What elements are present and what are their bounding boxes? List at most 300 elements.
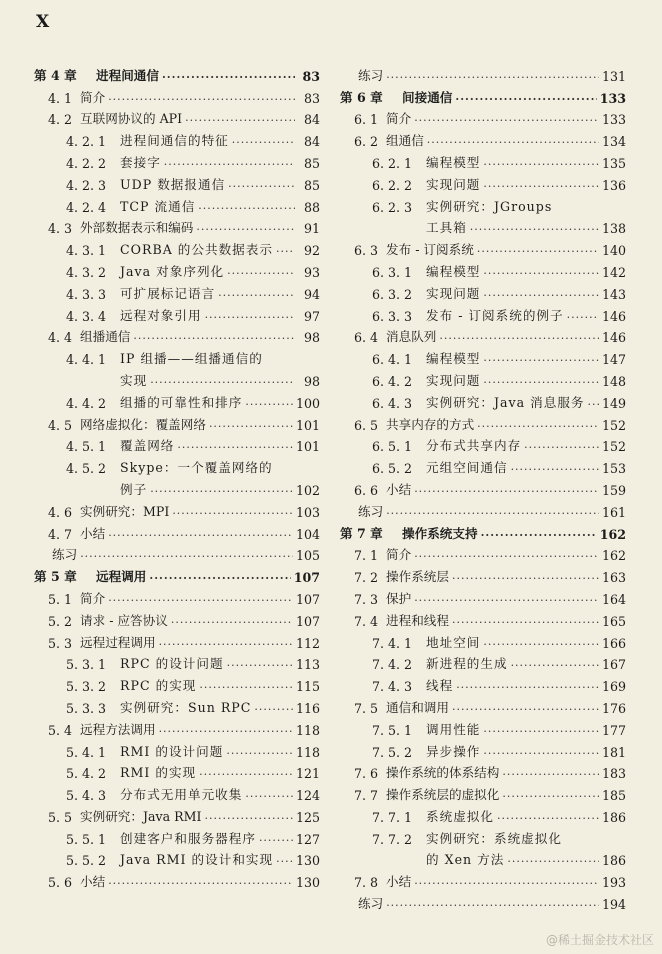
toc-entry: [340, 171, 626, 193]
dot-leader: [456, 681, 599, 694]
toc-entry-title: 编程模型: [426, 263, 481, 279]
toc-entry-page: 118: [295, 744, 320, 760]
toc-entry-title: 调用性能: [426, 721, 481, 737]
dot-leader: [259, 834, 293, 847]
toc-entry-page: 152: [601, 417, 626, 433]
toc-entry-number: 5. 3. 3: [66, 700, 107, 716]
toc-entry-number: 7. 5. 1: [372, 722, 413, 738]
toc-entry: [340, 280, 626, 302]
toc-entry-number: 7. 8: [354, 875, 379, 891]
toc-entry-page: 167: [601, 657, 626, 673]
dot-leader: [439, 332, 599, 345]
toc-entry-page: 83: [302, 68, 320, 84]
toc-entry-page: 138: [601, 221, 626, 237]
toc-entry-page: 101: [295, 439, 320, 455]
toc-entry-number: 第 4 章: [34, 67, 77, 83]
toc-entry-page: 91: [303, 221, 320, 237]
toc-entry-number: 4. 5: [48, 417, 73, 433]
toc-entry-title: 分布式共享内存: [426, 438, 522, 454]
dot-leader: [108, 529, 293, 542]
dot-leader: [483, 725, 599, 738]
toc-entry: [340, 847, 626, 869]
toc-entry-page: 121: [295, 766, 320, 782]
dot-leader: [483, 354, 599, 367]
toc-entry-number: 4. 5. 1: [66, 439, 107, 455]
dot-leader: [199, 768, 293, 781]
dot-leader: [177, 441, 293, 454]
toc-entry-page: 194: [601, 897, 626, 913]
toc-entry-title: RMI 的实现: [120, 765, 197, 781]
toc-entry-title: 进程和线程: [386, 612, 449, 628]
toc-entry: [34, 454, 320, 476]
toc-entry-page: 169: [601, 679, 626, 695]
toc-entry-title: 消息队列: [386, 329, 437, 345]
toc-entry-number: 7. 4. 3: [372, 679, 413, 695]
toc-entry-title: 新进程的生成: [426, 656, 508, 672]
toc-entry: [34, 171, 320, 193]
toc-entry-title: 远程对象引用: [120, 307, 202, 323]
toc-entry-page: 146: [601, 330, 626, 346]
toc-entry: [34, 280, 320, 302]
toc-entry-number: 6. 5. 2: [372, 461, 413, 477]
dot-leader: [227, 267, 295, 280]
dot-leader: [483, 747, 599, 760]
toc-entry-title: 远程调用: [96, 569, 147, 585]
toc-chapter-entry: [340, 84, 626, 106]
dot-leader: [481, 529, 597, 542]
toc-entry-number: 7. 7. 2: [372, 831, 413, 847]
toc-entry: [34, 149, 320, 171]
dot-leader: [414, 594, 599, 607]
toc-entry-title: 小结: [80, 525, 106, 541]
toc-entry-number: 6. 5. 1: [372, 439, 413, 455]
toc-entry-title: 例子: [120, 481, 148, 497]
toc-entry: [34, 236, 320, 258]
toc-entry-number: 6. 4. 3: [372, 395, 413, 411]
toc-chapter-entry: [340, 520, 626, 542]
dot-leader: [150, 485, 293, 498]
dot-leader: [199, 681, 293, 694]
dot-leader: [483, 289, 599, 302]
toc-entry-page: 152: [601, 439, 626, 455]
toc-entry-number: 4. 4. 1: [66, 352, 107, 368]
toc-entry: [340, 716, 626, 738]
toc-entry: [340, 127, 626, 149]
toc-entry: [34, 738, 320, 760]
toc-entry: [34, 651, 320, 673]
dot-leader: [483, 267, 599, 280]
toc-entry: [34, 433, 320, 455]
toc-entry-title: 小结: [80, 874, 106, 890]
toc-entry: [34, 302, 320, 324]
toc-entry: [340, 149, 626, 171]
toc-entry-title: 编程模型: [426, 154, 481, 170]
toc-entry-page: 98: [303, 373, 320, 389]
toc-entry-title: 简介: [386, 547, 412, 563]
toc-entry-title: UDP 数据报通信: [120, 176, 226, 192]
dot-leader: [483, 180, 599, 193]
toc-entry: [340, 433, 626, 455]
toc-entry-number: 6. 3. 2: [372, 286, 413, 302]
toc-entry-number: 5. 4. 3: [66, 788, 107, 804]
toc-right-column: [340, 62, 626, 912]
toc-entry-title: CORBA 的公共数据表示: [120, 242, 273, 258]
toc-entry-number: 4. 2. 3: [66, 177, 107, 193]
dot-leader: [80, 550, 293, 563]
toc-entry-number: 6. 6: [354, 482, 379, 498]
toc-entry-number: 6. 5: [354, 417, 379, 433]
toc-entry-number: 6. 1: [354, 112, 379, 128]
dot-leader: [209, 420, 293, 433]
toc-entry-number: 6. 2. 3: [372, 199, 413, 215]
dot-leader: [502, 768, 599, 781]
toc-entry-number: 4. 2: [48, 112, 73, 128]
toc-entry-page: 118: [295, 722, 320, 738]
toc-entry: [340, 236, 626, 258]
toc-entry-title: 异步操作: [426, 743, 481, 759]
toc-entry: [34, 542, 320, 564]
toc-entry-title: 操作系统层的虚拟化: [386, 787, 500, 803]
toc-entry-title: 操作系统支持: [402, 525, 478, 541]
toc-entry: [340, 781, 626, 803]
toc-entry-number: 7. 7: [354, 788, 379, 804]
toc-entry-number: 4. 2. 4: [66, 199, 107, 215]
toc-entry-title: 实现问题: [426, 285, 481, 301]
toc-entry-page: 193: [601, 875, 626, 891]
toc-entry-number: 7. 6: [354, 766, 379, 782]
toc-entry-title: 练习: [52, 547, 78, 563]
toc-entry: [34, 498, 320, 520]
toc-entry-page: 149: [601, 395, 626, 411]
dot-leader: [196, 223, 295, 236]
toc-entry-title: RPC 的实现: [120, 678, 197, 694]
toc-entry-number: 7. 5. 2: [372, 744, 413, 760]
toc-entry-title: 工具箱: [426, 220, 467, 236]
toc-entry-page: 107: [293, 570, 320, 586]
toc-entry-number: 5. 6: [48, 875, 73, 891]
toc-entry-number: 5. 2: [48, 613, 73, 629]
toc-entry-page: 185: [601, 788, 626, 804]
toc-entry-number: 6. 4. 2: [372, 373, 413, 389]
toc-entry-title: 练习: [358, 67, 384, 83]
toc-entry-page: 92: [303, 243, 320, 259]
toc-entry: [340, 672, 626, 694]
dot-leader: [226, 747, 293, 760]
toc-entry-title: 组播通信: [80, 329, 131, 345]
toc-entry: [340, 345, 626, 367]
toc-entry-page: 133: [599, 90, 626, 106]
dot-leader: [452, 616, 599, 629]
dot-leader: [245, 398, 293, 411]
dot-leader: [483, 158, 599, 171]
toc-entry-number: 4. 2. 2: [66, 155, 107, 171]
toc-entry: [340, 367, 626, 389]
toc-entry: [340, 476, 626, 498]
toc-entry-number: 5. 3: [48, 635, 73, 651]
dot-leader: [483, 638, 599, 651]
toc-entry-page: 116: [295, 700, 320, 716]
dot-leader: [172, 507, 293, 520]
toc-entry-title: 实例研究：MPI: [80, 503, 170, 519]
toc-entry: [340, 542, 626, 564]
toc-entry-title: 简介: [386, 111, 412, 127]
toc-entry: [34, 672, 320, 694]
toc-entry: [340, 607, 626, 629]
toc-entry: [34, 324, 320, 346]
toc-entry: [34, 868, 320, 890]
toc-entry-title: 组播的可靠性和排序: [120, 394, 243, 410]
dot-leader: [162, 71, 295, 84]
toc-entry-page: 146: [601, 308, 626, 324]
dot-leader: [245, 790, 293, 803]
dot-leader: [497, 812, 599, 825]
dot-leader: [228, 180, 295, 193]
toc-entry: [34, 520, 320, 542]
toc-entry-page: 186: [601, 853, 626, 869]
toc-entry-page: 103: [295, 504, 320, 520]
toc-entry-page: 130: [295, 853, 320, 869]
dot-leader: [149, 572, 290, 585]
toc-entry: [340, 825, 626, 847]
toc-entry-number: 6. 3. 1: [372, 264, 413, 280]
toc-entry-title: 套接字: [120, 154, 161, 170]
toc-entry-title: Java 对象序列化: [120, 263, 225, 279]
toc-entry-title: 远程过程调用: [80, 634, 156, 650]
dot-leader: [477, 420, 599, 433]
toc-entry-title: 间接通信: [402, 89, 453, 105]
toc-entry-number: 7. 4: [354, 613, 379, 629]
toc-entry-page: 186: [601, 809, 626, 825]
toc-entry-page: 105: [295, 548, 320, 564]
toc-entry-title: Skype：一个覆盖网络的: [120, 460, 273, 476]
toc-entry-page: 143: [601, 286, 626, 302]
toc-entry-page: 159: [601, 482, 626, 498]
toc-entry-title: 保护: [386, 590, 412, 606]
dot-leader: [133, 332, 295, 345]
toc-entry-number: 第 5 章: [34, 569, 77, 585]
toc-entry-title: 进程间通信: [96, 67, 159, 83]
toc-entry: [34, 127, 320, 149]
dot-leader: [455, 93, 596, 106]
toc-entry-page: 101: [295, 417, 320, 433]
toc-entry-title: IP 组播——组播通信的: [120, 351, 263, 367]
toc-entry: [340, 324, 626, 346]
toc-entry: [340, 868, 626, 890]
toc-entry-page: 164: [601, 591, 626, 607]
toc-entry-title: 练习: [358, 503, 384, 519]
toc-entry-page: 142: [601, 264, 626, 280]
dot-leader: [567, 311, 599, 324]
toc-entry: [340, 651, 626, 673]
toc-entry-title: 操作系统层: [386, 569, 449, 585]
toc-entry-page: 88: [303, 199, 320, 215]
dot-leader: [276, 245, 295, 258]
toc-entry: [340, 258, 626, 280]
dot-leader: [386, 899, 599, 912]
toc-entry-page: 124: [295, 788, 320, 804]
toc-entry-number: 7. 5: [354, 700, 379, 716]
toc-entry: [340, 694, 626, 716]
toc-entry-number: 4. 4: [48, 330, 73, 346]
toc-entry-page: 94: [303, 286, 320, 302]
dot-leader: [205, 812, 293, 825]
dot-leader: [227, 659, 293, 672]
dot-leader: [159, 725, 293, 738]
toc-entry-number: 5. 4: [48, 722, 73, 738]
toc-entry-number: 第 6 章: [340, 89, 383, 105]
toc-entry-page: 102: [295, 482, 320, 498]
dot-leader: [414, 485, 599, 498]
dot-leader: [218, 289, 295, 302]
toc-entry-number: 4. 1: [48, 90, 73, 106]
toc-entry: [34, 411, 320, 433]
toc-entry-page: 83: [303, 90, 320, 106]
toc-entry-page: 84: [303, 134, 320, 150]
toc-entry-title: 实例研究：JGroups: [426, 198, 553, 214]
toc-entry-number: 5. 4. 1: [66, 744, 107, 760]
dot-leader: [159, 638, 293, 651]
dot-leader: [198, 202, 295, 215]
toc-entry: [34, 258, 320, 280]
toc-entry: [34, 694, 320, 716]
toc-entry-number: 7. 4. 2: [372, 657, 413, 673]
dot-leader: [507, 855, 599, 868]
toc-entry-title: 练习: [358, 896, 384, 912]
dot-leader: [185, 114, 295, 127]
toc-entry-title: 可扩展标记语言: [120, 285, 216, 301]
dot-leader: [386, 507, 599, 520]
toc-entry-title: 地址空间: [426, 634, 481, 650]
toc-entry-title: Java RMI 的设计和实现: [120, 852, 274, 868]
toc-entry-page: 84: [303, 112, 320, 128]
dot-leader: [414, 877, 599, 890]
toc-entry-number: 4. 4. 2: [66, 395, 107, 411]
toc-entry-page: 113: [295, 657, 320, 673]
toc-entry: [34, 389, 320, 411]
toc-entry-page: 161: [601, 504, 626, 520]
dot-leader: [477, 245, 599, 258]
toc-entry-page: 166: [601, 635, 626, 651]
toc-entry-number: 6. 4: [354, 330, 379, 346]
toc-entry-title: 外部数据表示和编码: [80, 220, 194, 236]
toc-entry: [34, 607, 320, 629]
toc-entry: [340, 629, 626, 651]
toc-entry-number: 6. 4. 1: [372, 352, 413, 368]
dot-leader: [524, 441, 599, 454]
toc-entry: [34, 476, 320, 498]
toc-entry-title: 小结: [386, 874, 412, 890]
dot-leader: [502, 790, 599, 803]
toc-entry-page: 134: [601, 134, 626, 150]
toc-entry: [34, 345, 320, 367]
toc-entry-title: 实例研究：Sun RPC: [120, 699, 252, 715]
toc-entry-number: 5. 5. 2: [66, 853, 107, 869]
toc-entry-title: RPC 的设计问题: [120, 656, 224, 672]
toc-entry-page: 85: [303, 177, 320, 193]
dot-leader: [414, 550, 599, 563]
toc-entry-title: 互联网协议的 API: [80, 111, 183, 127]
dot-leader: [386, 71, 599, 84]
toc-entry-page: 98: [303, 330, 320, 346]
toc-entry: [34, 781, 320, 803]
toc-entry-title: 线程: [426, 678, 454, 694]
toc-entry: [340, 454, 626, 476]
toc-entry-page: 115: [295, 679, 320, 695]
toc-entry-page: 162: [599, 526, 626, 542]
toc-entry: [34, 716, 320, 738]
toc-entry-number: 5. 4. 2: [66, 766, 107, 782]
toc-entry-number: 4. 6: [48, 504, 73, 520]
toc-entry-number: 7. 2: [354, 570, 379, 586]
toc-entry-number: 6. 2. 1: [372, 155, 413, 171]
toc-entry-number: 4. 3: [48, 221, 73, 237]
toc-entry: [340, 193, 626, 215]
toc-entry: [34, 585, 320, 607]
toc-chapter-entry: [34, 62, 320, 84]
toc-entry: [340, 106, 626, 128]
watermark: @稀土掘金技术社区: [545, 933, 654, 947]
toc-entry-page: 183: [601, 766, 626, 782]
toc-entry-number: 6. 3. 3: [372, 308, 413, 324]
toc-entry-number: 7. 7. 1: [372, 809, 413, 825]
dot-leader: [511, 659, 599, 672]
toc-entry-page: 140: [601, 243, 626, 259]
page-number-roman: X: [36, 12, 50, 32]
toc-entry: [34, 367, 320, 389]
dot-leader: [588, 398, 599, 411]
toc-entry-title: 实例研究：Java 消息服务: [426, 394, 585, 410]
toc-entry-page: 107: [295, 591, 320, 607]
dot-leader: [414, 114, 599, 127]
toc-entry-page: 165: [601, 613, 626, 629]
dot-leader: [452, 572, 599, 585]
dot-leader: [511, 463, 599, 476]
toc-entry-title: 元组空间通信: [426, 460, 508, 476]
toc-entry: [34, 215, 320, 237]
toc-entry: [34, 84, 320, 106]
toc-entry-page: 135: [601, 155, 626, 171]
toc-entry-title: 实例研究：Java RMI: [80, 808, 202, 824]
dot-leader: [164, 158, 295, 171]
toc-entry-title: 实例研究：系统虚拟化: [426, 830, 562, 846]
toc-entry: [340, 411, 626, 433]
toc-entry-page: 176: [601, 700, 626, 716]
toc-entry-page: 107: [295, 613, 320, 629]
toc-entry-title: 操作系统的体系结构: [386, 765, 500, 781]
toc-entry: [340, 302, 626, 324]
toc-entry-page: 162: [601, 548, 626, 564]
toc-entry-number: 7. 1: [354, 548, 379, 564]
dot-leader: [254, 703, 293, 716]
toc-entry: [34, 106, 320, 128]
toc-entry-title: 简介: [80, 590, 106, 606]
toc-entry-title: RMI 的设计问题: [120, 743, 224, 759]
dot-leader: [205, 311, 295, 324]
toc-entry: [34, 629, 320, 651]
toc-entry: [34, 803, 320, 825]
toc-entry-number: 4. 3. 4: [66, 308, 107, 324]
toc-entry-page: 181: [601, 744, 626, 760]
toc-entry-page: 148: [601, 373, 626, 389]
toc-entry-title: 编程模型: [426, 351, 481, 367]
toc-entry-title: 通信和调用: [386, 699, 449, 715]
toc-entry: [34, 760, 320, 782]
dot-leader: [150, 376, 295, 389]
toc-entry-title: TCP 流通信: [120, 198, 196, 214]
toc-entry-page: 104: [295, 526, 320, 542]
toc-entry-title: 的 Xen 方法: [426, 852, 505, 868]
toc-entry-title: 分布式无用单元收集: [120, 787, 243, 803]
